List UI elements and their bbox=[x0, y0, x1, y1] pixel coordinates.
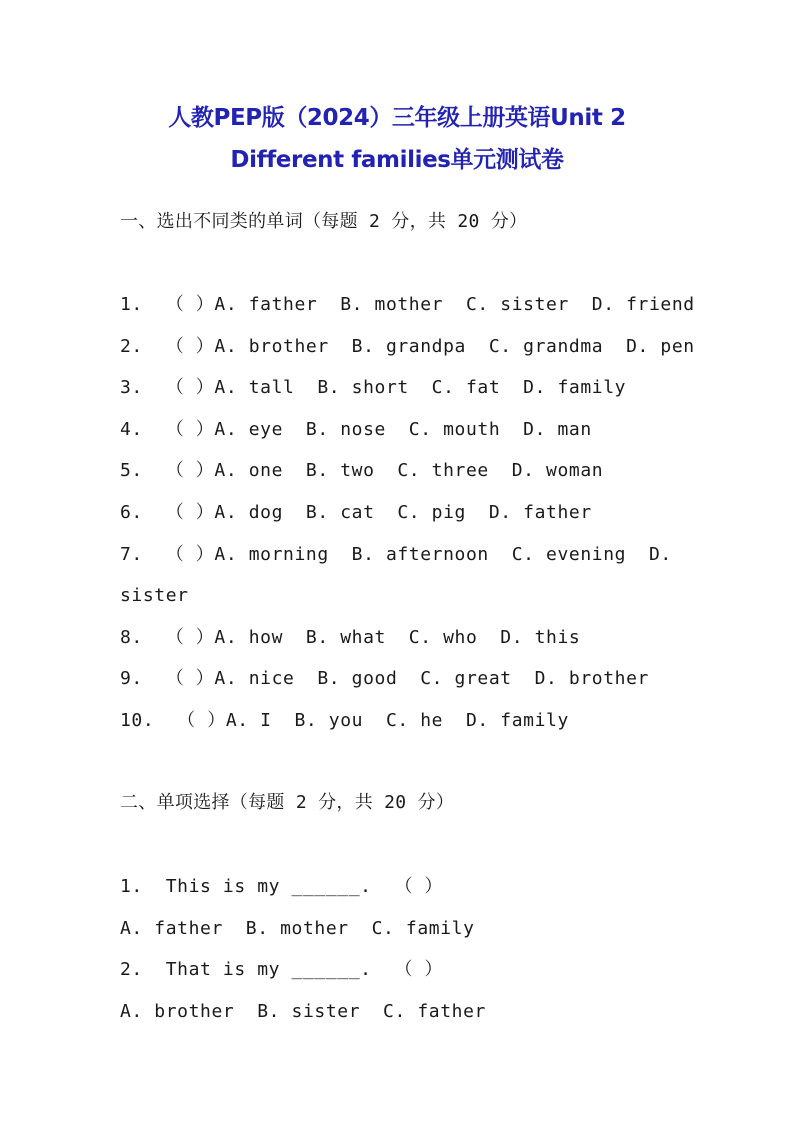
question-line: 10. （ ）A. I B. you C. he D. family bbox=[120, 710, 569, 731]
question-line: 5. （ ）A. one B. two C. three D. woman bbox=[120, 460, 604, 481]
answer-options-line: A. father B. mother C. family bbox=[120, 918, 475, 939]
question-line: 3. （ ）A. tall B. short C. fat D. family bbox=[120, 377, 627, 398]
question-line-continuation: sister bbox=[120, 585, 189, 606]
answer-options-line: A. brother B. sister C. father bbox=[120, 1001, 486, 1022]
question-line: 8. （ ）A. how B. what C. who D. this bbox=[120, 627, 581, 648]
question-line: 7. （ ）A. morning B. afternoon C. evening D. bbox=[120, 544, 672, 565]
question-line: 9. （ ）A. nice B. good C. great D. brother bbox=[120, 668, 649, 689]
section-1-heading: 一、选出不同类的单词（每题 2 分，共 20 分） bbox=[120, 211, 528, 232]
question-line: 6. （ ）A. dog B. cat C. pig D. father bbox=[120, 502, 592, 523]
question-line: 1. （ ）A. father B. mother C. sister D. friend bbox=[120, 294, 695, 315]
document-title-line-2: Different families单元测试卷 bbox=[230, 147, 564, 173]
question-line: 2. That is my ______. （ ） bbox=[120, 959, 444, 980]
question-line: 4. （ ）A. eye B. nose C. mouth D. man bbox=[120, 419, 592, 440]
question-line: 2. （ ）A. brother B. grandpa C. grandma D. pen bbox=[120, 336, 695, 357]
section-2-heading: 二、单项选择（每题 2 分，共 20 分） bbox=[120, 792, 455, 813]
document-title-line-1: 人教PEP版（2024）三年级上册英语Unit 2 bbox=[168, 105, 626, 131]
question-line: 1. This is my ______. （ ） bbox=[120, 876, 444, 897]
